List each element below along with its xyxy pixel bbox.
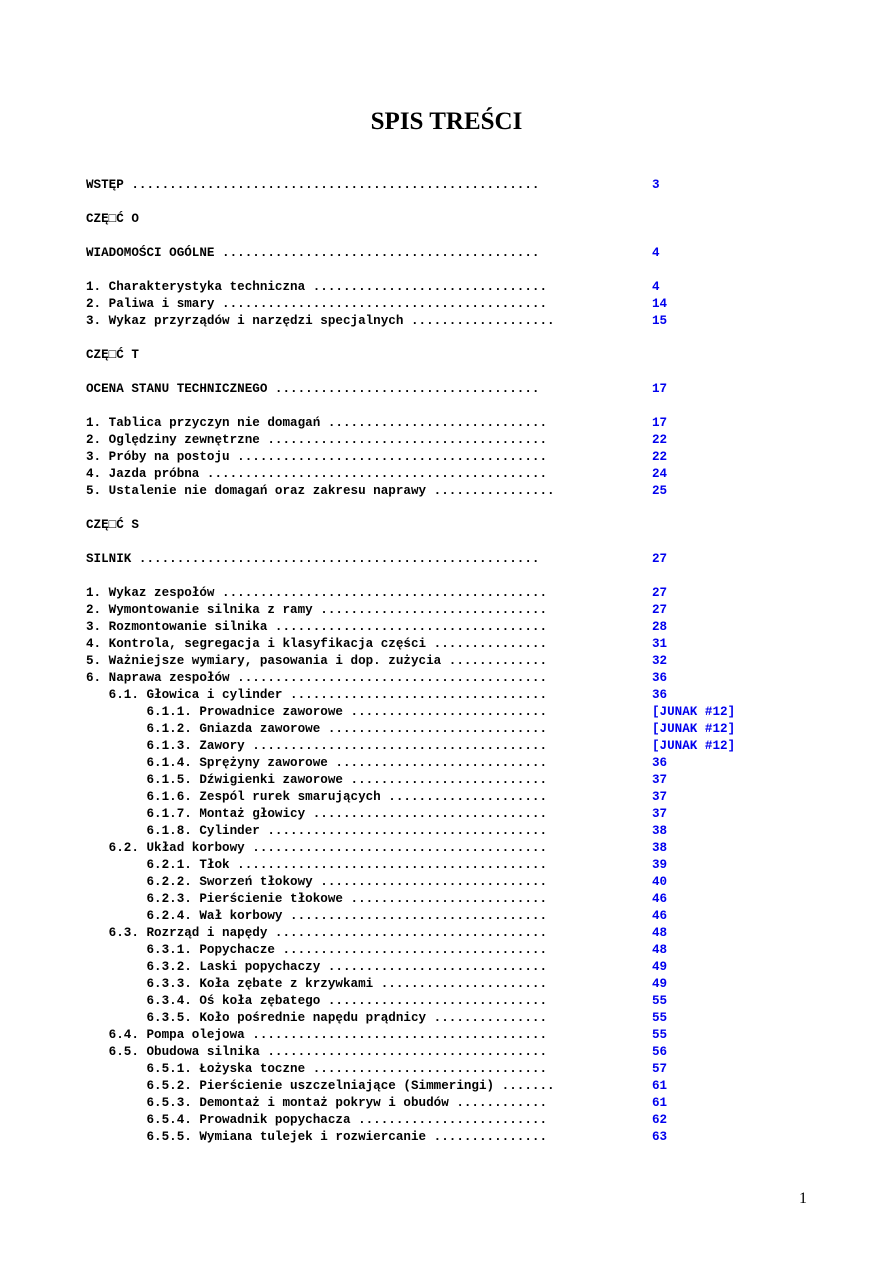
toc-entry-title: 6.4. Pompa olejowa ....................................... [86,1028,548,1042]
toc-page-link[interactable]: 39 [652,858,668,872]
toc-entry-title: 3. Próby na postoju ......................................... [86,450,548,464]
toc-page-link[interactable]: 49 [652,977,668,991]
toc-entry-title: 6.5.3. Demontaż i montaż pokryw i obudów ............ [86,1096,548,1110]
toc-page-link[interactable]: 24 [652,467,668,481]
toc-entry [86,925,786,942]
toc-page-link[interactable]: 4 [652,246,660,260]
toc-entry [86,296,786,313]
toc-entry-title: 1. Wykaz zespołów ........................................... [86,586,548,600]
toc-entry [86,908,786,925]
toc-page-link[interactable]: 48 [652,943,668,957]
toc-entry [86,976,786,993]
toc-entry [86,1044,786,1061]
toc-entry-title: 6.5. Obudowa silnika ..................................... [86,1045,548,1059]
toc-page-link[interactable]: 55 [652,1011,668,1025]
page-title: SPIS TREŚCI [370,108,523,135]
toc-entry-title: 6.1.2. Gniazda zaworowe ............................. [86,722,548,736]
toc-entry-title: 6. Naprawa zespołów ......................................... [86,671,548,685]
toc-page-link[interactable]: 40 [652,875,668,889]
toc-entry [86,415,786,432]
toc-spacer [86,330,786,347]
toc-entry [86,670,786,687]
toc-part-heading [86,211,786,228]
toc-entry [86,313,786,330]
toc-page-link[interactable]: 17 [652,416,668,430]
toc-spacer [86,500,786,517]
toc-entry-title: 6.2.1. Tłok ......................................... [86,858,548,872]
toc-page-link[interactable]: 49 [652,960,668,974]
toc-page-link[interactable]: 62 [652,1113,668,1127]
toc-page-link[interactable]: 46 [652,909,668,923]
toc-entry [86,653,786,670]
toc-page-link[interactable]: [JUNAK #12] [652,739,736,753]
toc-page-link[interactable]: 31 [652,637,668,651]
toc-entry [86,942,786,959]
toc-entry [86,806,786,823]
toc-page-link[interactable]: 25 [652,484,668,498]
toc-entry [86,1112,786,1129]
toc-entry [86,823,786,840]
page-number: 1 [799,1190,807,1207]
toc-entry [86,755,786,772]
toc-entry [86,993,786,1010]
toc-page-link[interactable]: 37 [652,790,668,804]
toc-entry [86,449,786,466]
toc-page-link[interactable]: 48 [652,926,668,940]
toc-entry [86,704,786,721]
toc-entry-title: 6.1.5. Dźwigienki zaworowe .......................... [86,773,548,787]
toc-entry [86,840,786,857]
toc-entry-title: 5. Ważniejsze wymiary, pasowania i dop. zużycia ............. [86,654,548,668]
toc-entry [86,483,786,500]
toc-entry [86,619,786,636]
toc-entry [86,721,786,738]
toc-entry-title: 5. Ustalenie nie domagań oraz zakresu naprawy ................ [86,484,555,498]
toc-entry-title: 6.1.1. Prowadnice zaworowe .......................... [86,705,548,719]
toc-page-link[interactable]: 32 [652,654,668,668]
toc-entry-title: 6.3.1. Popychacze ................................... [86,943,548,957]
toc-spacer [86,398,786,415]
toc-entry-title: 2. Oględziny zewnętrzne ..................................... [86,433,548,447]
toc-entry-title: 6.3.5. Koło pośrednie napędu prądnicy ............... [86,1011,548,1025]
toc-page-link[interactable]: 56 [652,1045,668,1059]
toc-part-heading [86,347,786,364]
toc-entry [86,874,786,891]
toc-entry-title: CZĘ□Ć S [86,518,139,532]
toc-page-link[interactable]: 14 [652,297,668,311]
toc-spacer [86,568,786,585]
toc-page-link[interactable]: [JUNAK #12] [652,705,736,719]
toc-entry [86,381,786,398]
toc-entry-title: SILNIK ..................................................... [86,552,540,566]
toc-entry [86,772,786,789]
toc-page-link[interactable]: 28 [652,620,668,634]
toc-entry-title: 3. Rozmontowanie silnika .................................... [86,620,548,634]
toc-entry [86,466,786,483]
toc-entry [86,1129,786,1146]
toc-page-link[interactable]: 55 [652,994,668,1008]
toc-entry [86,1010,786,1027]
toc-page-link[interactable]: 38 [652,841,668,855]
toc-entry [86,687,786,704]
toc-entry [86,959,786,976]
toc-entry-title: 6.2.4. Wał korbowy .................................. [86,909,548,923]
toc-entry-title: 6.3.3. Koła zębate z krzywkami ...................... [86,977,548,991]
toc-entry-title: 2. Paliwa i smary ........................................... [86,297,548,311]
toc-entry-title: 4. Jazda próbna ............................................. [86,467,548,481]
toc-entry [86,1027,786,1044]
toc-spacer [86,228,786,245]
toc-page-link[interactable]: 22 [652,450,668,464]
toc-entry [86,636,786,653]
toc-page-link[interactable]: 27 [652,552,668,566]
toc-page-link[interactable]: 3 [652,178,660,192]
toc-entry-title: 6.1. Głowica i cylinder .................................. [86,688,548,702]
table-of-contents [86,177,786,1146]
toc-entry-title: OCENA STANU TECHNICZNEGO ................................... [86,382,540,396]
toc-entry-title: 6.5.1. Łożyska toczne ............................... [86,1062,548,1076]
toc-entry [86,857,786,874]
toc-page-link[interactable]: 27 [652,603,668,617]
toc-entry-title: 6.1.7. Montaż głowicy ............................... [86,807,548,821]
toc-entry-title: 6.2. Układ korbowy ....................................... [86,841,548,855]
toc-entry-title: CZĘ□Ć O [86,212,139,226]
toc-page-link[interactable]: 38 [652,824,668,838]
toc-entry-title: 4. Kontrola, segregacja i klasyfikacja części ............... [86,637,548,651]
toc-entry-title: 6.5.2. Pierścienie uszczelniające (Simmeringi) ....... [86,1079,555,1093]
toc-page-link[interactable]: 17 [652,382,668,396]
toc-entry-title: 2. Wymontowanie silnika z ramy .............................. [86,603,548,617]
toc-entry [86,602,786,619]
toc-entry-title: 6.5.4. Prowadnik popychacza ......................... [86,1113,548,1127]
toc-page-link[interactable]: [JUNAK #12] [652,722,736,736]
toc-page-link[interactable]: 36 [652,671,668,685]
toc-entry-title: 6.1.8. Cylinder ..................................... [86,824,548,838]
toc-page-link[interactable]: 46 [652,892,668,906]
toc-entry-title: 6.5.5. Wymiana tulejek i rozwiercanie ............... [86,1130,548,1144]
toc-entry [86,1095,786,1112]
toc-entry-title: 6.2.3. Pierścienie tłokowe .......................... [86,892,548,906]
toc-spacer [86,534,786,551]
toc-entry-title: WSTĘP ...................................................... [86,178,540,192]
toc-entry [86,891,786,908]
toc-page-link[interactable]: 37 [652,773,668,787]
toc-entry [86,245,786,262]
toc-page-link[interactable]: 36 [652,756,668,770]
toc-entry-title: 1. Tablica przyczyn nie domagań ............................. [86,416,548,430]
toc-page-link[interactable]: 27 [652,586,668,600]
toc-page-link[interactable]: 61 [652,1079,668,1093]
toc-entry-title: CZĘ□Ć T [86,348,139,362]
toc-entry [86,432,786,449]
toc-page-link[interactable]: 55 [652,1028,668,1042]
toc-page-link[interactable]: 37 [652,807,668,821]
toc-spacer [86,364,786,381]
toc-entry-title: 6.3.4. Oś koła zębatego ............................. [86,994,548,1008]
toc-entry-title: 1. Charakterystyka techniczna ............................... [86,280,548,294]
toc-entry-title: WIADOMOŚCI OGÓLNE .......................................... [86,246,540,260]
toc-entry-title: 6.1.3. Zawory ....................................... [86,739,548,753]
toc-entry [86,279,786,296]
toc-page-link[interactable]: 4 [652,280,660,294]
toc-page-link[interactable]: 36 [652,688,668,702]
toc-entry-title: 6.1.6. Zespól rurek smarujących ..................... [86,790,548,804]
toc-entry [86,789,786,806]
toc-entry-title: 6.2.2. Sworzeń tłokowy .............................. [86,875,548,889]
toc-page-link[interactable]: 57 [652,1062,668,1076]
toc-page-link[interactable]: 63 [652,1130,668,1144]
toc-entry-title: 6.3. Rozrząd i napędy .................................... [86,926,548,940]
toc-entry-title: 6.1.4. Sprężyny zaworowe ............................ [86,756,548,770]
toc-entry [86,1061,786,1078]
toc-part-heading [86,517,786,534]
toc-entry [86,585,786,602]
toc-page-link[interactable]: 61 [652,1096,668,1110]
toc-entry [86,738,786,755]
toc-spacer [86,262,786,279]
toc-entry [86,1078,786,1095]
toc-entry-title: 6.3.2. Laski popychaczy ............................. [86,960,548,974]
toc-entry [86,177,786,194]
toc-spacer [86,194,786,211]
toc-entry [86,551,786,568]
toc-entry-title: 3. Wykaz przyrządów i narzędzi specjalnych ................... [86,314,555,328]
toc-page-link[interactable]: 15 [652,314,668,328]
toc-page-link[interactable]: 22 [652,433,668,447]
